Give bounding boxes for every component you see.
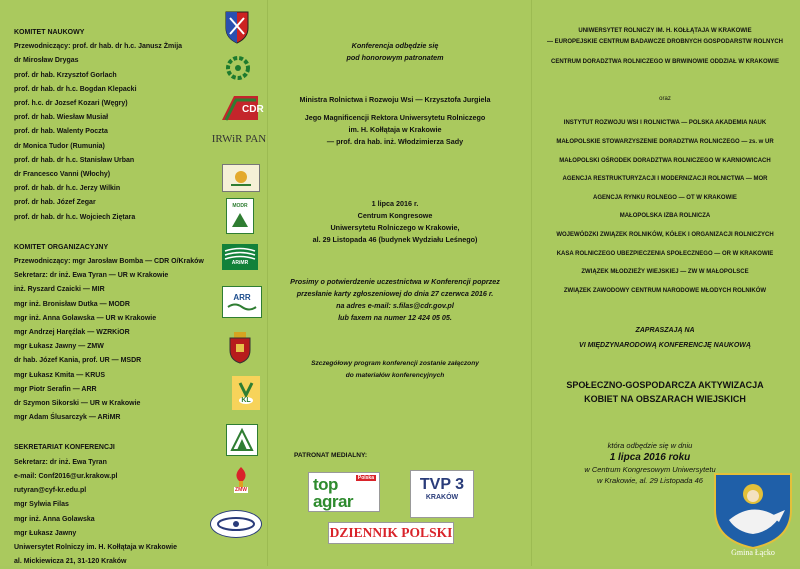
event-when-block — [570, 440, 730, 486]
partner-organization: MAŁOPOLSKA IZBA ROLNICZA — [619, 213, 711, 220]
zmw-logo — [228, 464, 254, 496]
partner-organization: INSTYTUT ROZWOJU WSI I ROLNICTWA — POLSKA AKADEMIA NAUK — [563, 120, 767, 127]
tvp3-text: TVP 3 — [419, 476, 465, 493]
rector-line-3: — prof. dra hab. inż. Włodzimierza Sady — [326, 137, 464, 146]
main-organizers — [534, 26, 796, 68]
secretariat-line: mgr Łukasz Jawny — [14, 529, 77, 537]
organizing-committee-heading: KOMITET ORGANIZACYJNY — [14, 243, 109, 251]
top-agrar-logo — [308, 472, 380, 512]
scientific-committee-member: prof. dr hab. dr h.c. Wojciech Ziętara — [14, 213, 136, 221]
modr-logo-text: MODR — [232, 203, 248, 209]
modr-logo — [226, 198, 254, 234]
dziennik-polski-text: DZIENNIK POLSKI — [329, 525, 453, 540]
when-line-1: która odbędzie się w dniu — [607, 441, 693, 450]
organizing-committee-member: dr hab. Józef Kania, prof. UR — MSDR — [14, 357, 142, 365]
patronage-line-2: pod honorowym patronatem — [346, 53, 444, 62]
when-line-2: 1 lipca 2016 roku — [609, 452, 691, 463]
partner-organization: KASA ROLNICZEGO UBEZPIECZENIA SPOŁECZNEGO — OR W KRAKOWIE — [556, 250, 774, 257]
organizing-committee-list — [14, 255, 214, 425]
partner-organization: MAŁOPOLSKIE STOWARZYSZENIE DORADZTWA ROLNICZEGO — zs. w UR — [556, 138, 774, 145]
irwir-pan-logo: IRWiR PAN — [211, 133, 267, 145]
kl-logo-text: KL — [241, 396, 251, 404]
top-agrar-text: top agrar — [313, 475, 354, 511]
rector-line-2: im. H. Kołłątaja w Krakowie — [348, 125, 442, 134]
scientific-committee-member: dr Mirosław Drygas — [14, 57, 79, 65]
arimr-logo-text: ARiMR — [231, 260, 249, 266]
scientific-committee-member: Przewodniczący: prof. dr hab. dr h.c. Janusz Żmija — [14, 43, 183, 51]
scientific-committee-list — [14, 40, 214, 225]
program-line-2: do materiałów konferencyjnych — [345, 372, 445, 379]
top-agrar-tag: Polska — [357, 475, 374, 481]
organizing-committee-member: Przewodniczący: mgr Jarosław Bomba — CDR O/Kraków — [14, 258, 204, 266]
program-line-1: Szczegółowy program konferencji zostanie załączony — [311, 360, 479, 367]
secretariat-heading: SEKRETARIAT KONFERENCJI — [14, 444, 115, 452]
partner-organization: MAŁOPOLSKI OŚRODEK DORADZTWA ROLNICZEGO W KARNIOWICACH — [559, 157, 771, 164]
secretariat-line: Sekretarz: dr inż. Ewa Tyran — [14, 458, 107, 466]
scientific-committee-member: prof. dr hab. Walenty Poczta — [14, 128, 108, 136]
organizing-committee-member: inż. Ryszard Czaicki — MIR — [14, 286, 105, 294]
organizing-committee-member: mgr Łukasz Kmita — KRUS — [14, 371, 106, 379]
university-crest-icon — [224, 10, 250, 44]
secretariat-line: al. Mickiewicza 21, 31-120 Kraków — [14, 558, 127, 566]
secretariat-line: mgr inż. Anna Golawska — [14, 515, 95, 523]
gmina-lacko-crest-icon — [709, 470, 797, 550]
arr-logo-text: ARR — [233, 292, 251, 302]
middle-panel — [272, 40, 518, 382]
cdr-logo — [220, 92, 264, 122]
partner-organization: AGENCJA RESTRUKTURYZACJI I MODERNIZACJI ROLNICTWA — MOR — [562, 176, 768, 183]
secretariat-line: mgr Sylwia Filas — [14, 501, 69, 509]
secretariat-line: rutyran@cyf-kr.edu.pl — [14, 487, 87, 495]
when-line-3: w Centrum Kongresowym Uniwersytetu — [584, 465, 716, 474]
minister-patron: Ministra Rolnictwa i Rozwoju Wsi — Krzysztofa Jurgiela — [299, 95, 491, 104]
scientific-committee-member: prof. h.c. dr Jozsef Kozari (Węgry) — [14, 100, 128, 108]
irwir-ring-icon — [224, 54, 252, 82]
oraz-label: oraz — [659, 95, 671, 102]
tvp3-krakow-logo — [410, 470, 474, 518]
organizing-committee-member: mgr inż. Anna Golawska — UR w Krakowie — [14, 314, 157, 322]
seal-caption: Gmina Łącko — [731, 548, 775, 557]
partner-organization: ZWIĄZEK MŁODZIEŻY WIEJSKIEJ — ZW W MAŁOPOLSCE — [581, 269, 749, 276]
dziennik-polski-logo — [328, 522, 454, 544]
organizing-committee-member: mgr inż. Bronisław Dutka — MODR — [14, 300, 130, 308]
main-organizer-line: — EUROPEJSKIE CENTRUM BADAWCZE DROBNYCH GOSPODARSTW ROLNYCH — [546, 38, 783, 45]
event-date: 1 lipca 2016 r. — [371, 199, 419, 208]
invite-line-2: VI MIĘDZYNARODOWĄ KONFERENCJĘ NAUKOWĄ — [579, 341, 751, 349]
confirm-fax: lub faxem na numer 12 424 05 05. — [338, 313, 452, 322]
left-panel — [14, 26, 214, 569]
arimr-logo — [222, 244, 258, 270]
partner-organization: ZWIĄZEK ZAWODOWY CENTRUM NARODOWE MŁODYCH ROLNIKÓW — [563, 287, 767, 294]
venue-line-1: Centrum Kongresowe — [357, 211, 433, 220]
gmina-lacko-seal — [709, 470, 797, 562]
patronage-line-1: Konferencja odbędzie się — [351, 41, 439, 50]
scientific-committee-member: dr Monica Tudor (Rumunia) — [14, 142, 105, 150]
cdr-logo-text: CDR — [242, 104, 264, 115]
fold-line-2 — [531, 0, 532, 566]
scientific-committee-member: prof. dr hab. dr h.c. Jerzy Wilkin — [14, 185, 121, 193]
organizing-committee-member: mgr Piotr Serafin — ARR — [14, 385, 97, 393]
kl-logo — [232, 376, 260, 410]
scientific-committee-member: prof. dr hab. Krzysztof Gorlach — [14, 71, 117, 79]
scientific-committee-heading: KOMITET NAUKOWY — [14, 29, 85, 36]
invite-line-1: ZAPRASZAJĄ NA — [635, 327, 695, 335]
scientific-committee-member: prof. dr hab. dr h.c. Stanisław Urban — [14, 156, 135, 164]
confirm-email[interactable]: na adres e-mail: s.filas@cdr.gov.pl — [336, 301, 454, 310]
secretariat-line: e-mail: Conf2016@ur.krakow.pl — [14, 472, 118, 480]
ministry-agriculture-icon — [222, 164, 260, 192]
venue-line-3: al. 29 Listopada 46 (budynek Wydziału Leśnego) — [312, 235, 478, 244]
conference-title-line-1: SPOŁECZNO-GOSPODARCZA AKTYWIZACJA — [566, 379, 764, 390]
organizing-committee-member: mgr Adam Ślusarczyk — ARiMR — [14, 414, 121, 422]
secretariat-list — [14, 456, 214, 569]
partner-organization: AGENCJA RYNKU ROLNEGO — OT W KRAKOWIE — [593, 194, 737, 201]
confirm-line-1: Prosimy o potwierdzenie uczestnictwa w Konferencji poprzez — [290, 277, 500, 286]
scientific-committee-member: prof. dr hab. Józef Zegar — [14, 199, 96, 207]
rector-line-1: Jego Magnificencji Rektora Uniwersytetu Rolniczego — [304, 113, 486, 122]
malopolska-arms-icon — [228, 332, 252, 364]
partner-organization: WOJEWÓDZKI ZWIĄZEK ROLNIKÓW, KÓŁEK I ORGANIZACJI ROLNICZYCH — [556, 231, 774, 238]
partner-organizations — [534, 118, 796, 296]
fold-line-1 — [267, 0, 268, 566]
scientific-committee-member: dr Francesco Vanni (Włochy) — [14, 171, 111, 179]
scientific-committee-member: prof. dr hab. dr h.c. Bogdan Klepacki — [14, 85, 137, 93]
media-patronage-heading: PATRONAT MEDIALNY: — [294, 452, 368, 459]
confirm-line-2: przesłanie karty zgłoszeniowej do dnia 27 czerwca 2016 r. — [296, 289, 494, 298]
zmw-logo-text: ZMW — [235, 487, 247, 493]
organizing-committee-member: mgr Łukasz Jawny — ZMW — [14, 343, 104, 351]
wzrkior-logo-icon — [226, 424, 258, 456]
arr-logo — [222, 286, 262, 318]
main-organizer-line: UNIWERSYTET ROLNICZY IM. H. KOŁŁĄTAJA W KRAKOWIE — [578, 28, 752, 34]
secretariat-line: Uniwersytet Rolniczy im. H. Kołłątaja w Krakowie — [14, 543, 177, 551]
organizing-committee-member: Sekretarz: dr inż. Ewa Tyran — UR w Krakowie — [14, 272, 169, 280]
conference-title-line-2: KOBIET NA OBSZARACH WIEJSKICH — [584, 393, 746, 404]
right-panel — [534, 26, 796, 406]
organizing-committee-member: dr Szymon Sikorski — UR w Krakowie — [14, 400, 141, 408]
venue-line-2: Uniwersytetu Rolniczego w Krakowie, — [330, 223, 460, 232]
main-organizer-line: CENTRUM DORADZTWA ROLNICZEGO W BRWINOWIE ODDZIAŁ W KRAKOWIE — [551, 59, 779, 66]
when-line-4: w Krakowie, al. 29 Listopada 46 — [597, 476, 703, 485]
cnmr-logo-icon — [210, 510, 262, 538]
organizing-committee-member: mgr Andrzej Haręźlak — WZRKiOR — [14, 329, 130, 337]
tvp3-subtext: KRAKÓW — [425, 494, 459, 501]
scientific-committee-member: prof. dr hab. Wiesław Musiał — [14, 114, 109, 122]
